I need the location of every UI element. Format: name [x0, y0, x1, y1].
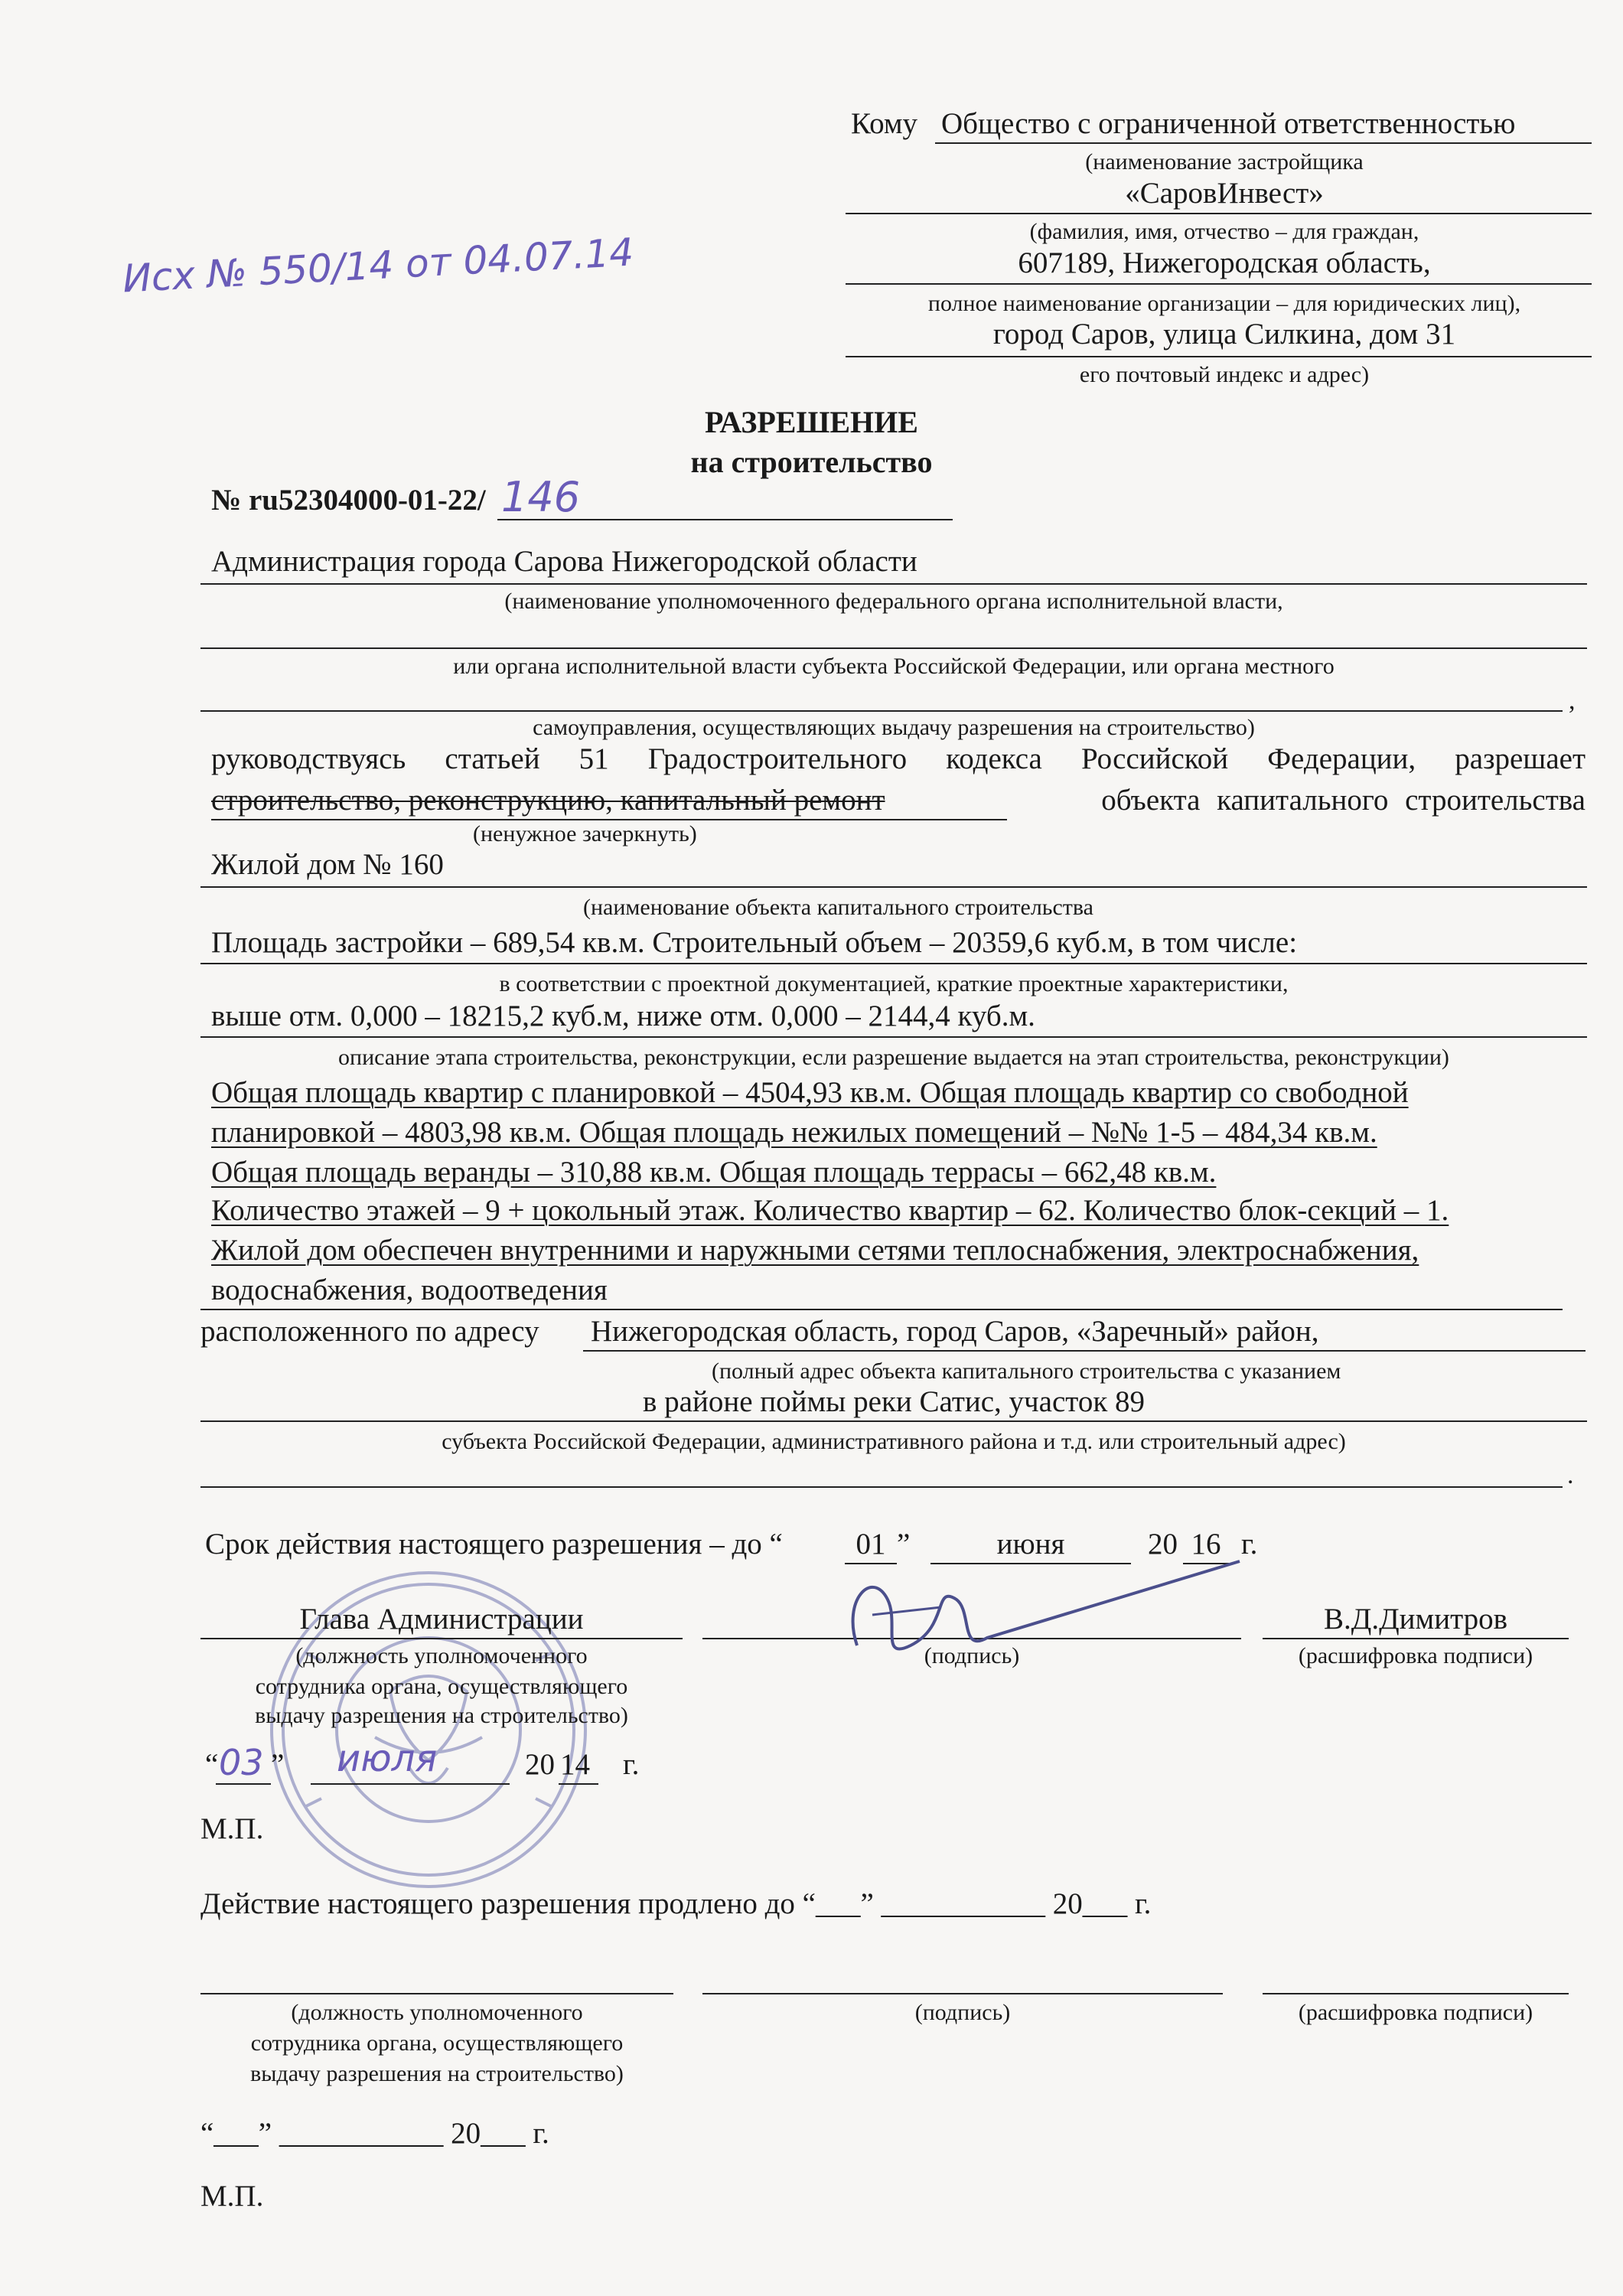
sign-date-close-quote: ” [271, 1748, 285, 1781]
extension-line: Действие настоящего разрешения продлено до “___” ___________ 20___ г. [200, 1887, 1152, 1920]
object-detail-underline [200, 1309, 1563, 1310]
guided-line-2-end: объекта капитального строительства [1101, 784, 1586, 817]
extension-name-caption: (расшифровка подписи) [1298, 2000, 1533, 2025]
signer-position: Глава Администрации [299, 1603, 584, 1636]
authority-comma: , [1569, 687, 1576, 715]
extension-position-underline [200, 1993, 673, 1994]
object-detail-line-5: Жилой дом обеспечен внутренними и наружными сетями теплоснабжения, электроснабжения, [211, 1234, 1419, 1267]
sign-date-suffix: г. [623, 1748, 640, 1781]
object-detail-line-4: Количество этажей – 9 + цокольный этаж. Количество квартир – 62. Количество блок-секций – 1. [211, 1194, 1449, 1227]
recipient-caption-1: (наименование застройщика [1085, 149, 1364, 174]
extension-name-underline [1263, 1993, 1569, 1994]
authority-caption-3: самоуправления, осуществляющих выдачу разрешения на строительство) [533, 715, 1255, 740]
address-caption-1: (полный адрес объекта капитального строительства с указанием [712, 1358, 1341, 1384]
object-underline-1 [200, 886, 1587, 888]
address-line-2: в районе поймы реки Сатис, участок 89 [642, 1385, 1146, 1418]
signer-name: В.Д.Димитров [1323, 1603, 1508, 1636]
signer-position-caption-1: (должность уполномоченного [295, 1643, 588, 1668]
object-caption-2: в соответствии с проектной документацией, краткие проектные характеристики, [499, 971, 1289, 996]
validity-year: 16 [1191, 1528, 1221, 1561]
authority-caption-2: или органа исполнительной власти субъекта Российской Федерации, или органа местного [453, 654, 1335, 679]
guided-caption: (ненужное зачеркнуть) [473, 821, 697, 846]
validity-day: 01 [855, 1528, 886, 1561]
signature-caption: (подпись) [924, 1643, 1020, 1668]
signer-position-underline [200, 1638, 683, 1639]
handwritten-outgoing-ref: Исх № 550/14 от 04.07.14 [121, 230, 635, 302]
recipient-underline-3 [846, 283, 1592, 285]
object-detail-line-2: планировкой – 4803,98 кв.м. Общая площадь нежилых помещений – №№ 1-5 – 484,34 кв.м. [211, 1116, 1377, 1149]
validity-prefix: Срок действия настоящего разрешения – до “ [205, 1528, 783, 1561]
stamp-place-mark: М.П. [200, 1812, 264, 1845]
signer-position-caption-2: сотрудника органа, осуществляющего [255, 1674, 628, 1699]
document-title: РАЗРЕШЕНИЕ [705, 405, 918, 439]
authority-name: Администрация города Сарова Нижегородской области [211, 545, 917, 578]
extension-stamp-place-mark: М.П. [200, 2180, 264, 2213]
address-tail: . [1567, 1461, 1574, 1489]
document-subtitle: на строительство [690, 445, 933, 479]
recipient-caption-3: полное наименование организации – для юридических лиц), [927, 291, 1521, 316]
recipient-line-3: 607189, Нижегородская область, [1018, 246, 1431, 279]
recipient-label: Кому [851, 107, 918, 140]
recipient-caption-4: его почтовый индекс и адрес) [1079, 362, 1370, 387]
authority-caption-1: (наименование уполномоченного федерального органа исполнительной власти, [504, 589, 1283, 614]
object-detail-line-3: Общая площадь веранды – 310,88 кв.м. Общая площадь террасы – 662,48 кв.м. [211, 1156, 1217, 1189]
authority-underline-1 [200, 583, 1587, 585]
sign-date-day: 03 [219, 1742, 264, 1783]
object-area-line: Площадь застройки – 689,54 кв.м. Строительный объем – 20359,6 куб.м, в том числе: [211, 926, 1298, 959]
object-detail-line-1: Общая площадь квартир с планировкой – 4504,93 кв.м. Общая площадь квартир со свободной [211, 1076, 1409, 1109]
object-underline-3 [200, 1036, 1587, 1038]
signer-name-caption: (расшифровка подписи) [1298, 1643, 1533, 1668]
validity-month: июня [996, 1528, 1065, 1561]
object-volume-line: выше отм. 0,000 – 18215,2 куб.м, ниже отм. 0,000 – 2144,4 куб.м. [211, 1000, 1035, 1032]
sign-date-year-prefix: 20 [525, 1748, 555, 1781]
struck-options: строительство, реконструкцию, капитальный ремонт [211, 784, 885, 817]
validity-year-prefix: 20 [1148, 1528, 1178, 1561]
authority-underline-3 [200, 710, 1563, 712]
extension-position-caption-1: (должность уполномоченного [291, 2000, 583, 2025]
extension-signature-underline [702, 1993, 1223, 1994]
validity-day-close-quote: ” [897, 1528, 911, 1561]
recipient-underline-4 [846, 356, 1592, 357]
address-underline-3 [200, 1486, 1563, 1488]
extension-date: “___” ___________ 20___ г. [200, 2117, 549, 2150]
recipient-underline-1 [935, 142, 1592, 144]
address-underline-2 [200, 1420, 1587, 1422]
sign-date-month: июля [337, 1737, 438, 1780]
sign-date-year: 14 [560, 1748, 590, 1781]
object-caption-1: (наименование объекта капитального строительства [583, 895, 1094, 920]
sign-date-year-underline [559, 1783, 598, 1785]
signer-position-caption-3: выдачу разрешения на строительство) [255, 1703, 628, 1728]
object-underline-2 [200, 963, 1587, 964]
recipient-underline-2 [846, 213, 1592, 214]
address-caption-2: субъекта Российской Федерации, административного района и т.д. или строительный адрес) [442, 1429, 1346, 1454]
extension-position-caption-3: выдачу разрешения на строительство) [250, 2061, 624, 2086]
address-line-1: Нижегородская область, город Саров, «Заречный» район, [591, 1315, 1319, 1348]
extension-signature-caption: (подпись) [914, 2000, 1011, 2025]
recipient-line-4: город Саров, улица Силкина, дом 31 [992, 318, 1456, 351]
authority-underline-2 [200, 647, 1587, 649]
address-underline-1 [583, 1350, 1586, 1352]
permit-number: № ru52304000-01-22/ [211, 484, 486, 517]
recipient-line-1: Общество с ограниченной ответственностью [941, 107, 1516, 140]
object-detail-line-6: водоснабжения, водоотведения [211, 1274, 608, 1306]
object-name: Жилой дом № 160 [211, 848, 444, 881]
signer-name-underline [1263, 1638, 1569, 1639]
permit-number-handwritten: 146 [501, 473, 581, 521]
recipient-line-2: «СаровИнвест» [1125, 177, 1324, 210]
sign-date-open-quote: “ [205, 1748, 219, 1781]
recipient-caption-2: (фамилия, имя, отчество – для граждан, [1029, 219, 1419, 244]
object-caption-3: описание этапа строительства, реконструкции, если разрешение выдается на этап строительства, реконструкции) [338, 1045, 1449, 1070]
address-label: расположенного по адресу [200, 1315, 539, 1348]
permit-number-underline [497, 519, 953, 520]
validity-suffix: г. [1241, 1528, 1258, 1561]
extension-position-caption-2: сотрудника органа, осуществляющего [250, 2030, 624, 2056]
sign-date-month-underline [311, 1783, 510, 1785]
guided-line-1: руководствуясь статьей 51 Градостроительного кодекса Российской Федерации, разрешает [211, 742, 1586, 775]
sign-date-day-underline [216, 1783, 271, 1785]
